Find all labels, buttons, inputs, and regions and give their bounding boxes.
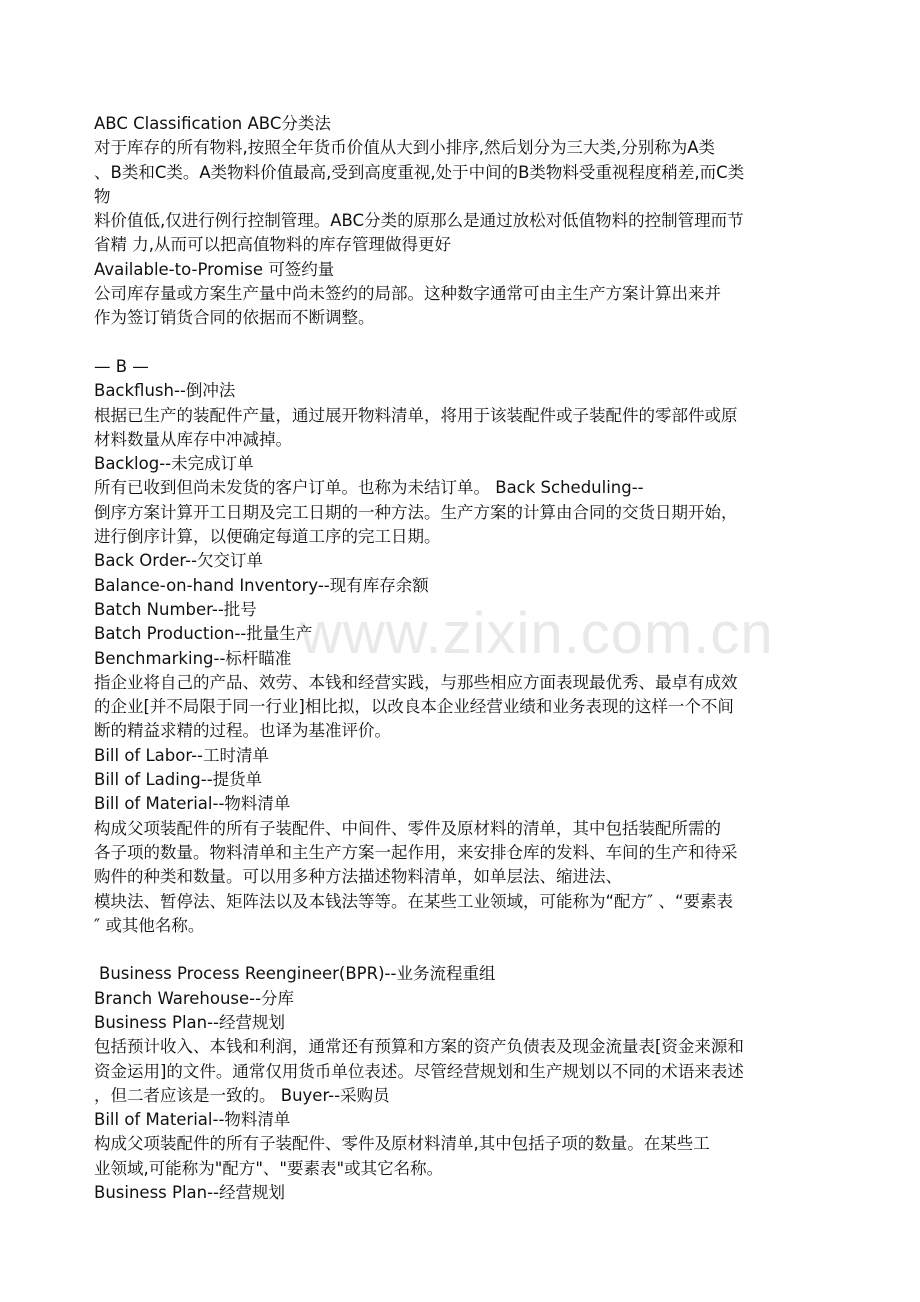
- paragraph-line: ，但二者应该是一致的。 Buyer--采购员: [94, 1085, 390, 1105]
- term-heading: Business Plan--经营规划: [94, 1183, 286, 1203]
- paragraph-line: 指企业将自己的产品、效劳、本钱和经营实践，与那些相应方面表现最优秀、最卓有成效: [94, 672, 738, 692]
- blank-line: [94, 938, 830, 962]
- term-heading: Back Order--欠交订单: [94, 551, 264, 571]
- paragraph-line: 资金运用]的文件。通常仅用货币单位表述。尽管经营规划和生产规划以不同的术语来表述: [94, 1061, 744, 1081]
- term-heading: Bill of Labor--工时清单: [94, 745, 269, 765]
- section-heading: — B —: [94, 356, 149, 376]
- paragraph-line: 物: [94, 186, 111, 206]
- paragraph-line: ″ 或其他名称。: [94, 915, 205, 935]
- term-heading: Branch Warehouse--分库: [94, 988, 295, 1008]
- term-heading: Available-to-Promise 可签约量: [94, 259, 335, 279]
- term-heading: Balance-on-hand Inventory--现有库存余额: [94, 575, 429, 595]
- watermark-text: www.zixin.com.cn: [300, 601, 774, 666]
- term-heading: Batch Number--批号: [94, 599, 257, 619]
- paragraph-line: 断的精益求精的过程。也译为基准评价。: [94, 721, 391, 741]
- paragraph-line: 料价值低,仅进行例行控制管理。ABC分类的原那么是通过放松对低值物料的控制管理而节: [94, 211, 744, 231]
- paragraph-line: 省精 力,从而可以把高值物料的库存管理做得更好: [94, 235, 451, 255]
- term-heading: Benchmarking--标杆瞄准: [94, 648, 292, 668]
- term-heading: Bill of Lading--提货单: [94, 770, 263, 790]
- paragraph-line: 各子项的数量。物料清单和主生产方案一起作用，来安排仓库的发料、车间的生产和待采: [94, 842, 738, 862]
- paragraph-line: 对于库存的所有物料,按照全年货币价值从大到小排序,然后划分为三大类,分别称为A类: [94, 138, 716, 158]
- term-heading: Business Process Reengineer(BPR)--业务流程重组: [99, 964, 496, 984]
- blank-line: [94, 331, 830, 355]
- term-heading: Backlog--未完成订单: [94, 454, 254, 474]
- paragraph-line: 、B类和C类。A类物料价值最高,受到高度重视,处于中间的B类物料受重视程度稍差,而C类: [94, 162, 745, 182]
- document-body: [94, 112, 830, 1205]
- term-heading: Batch Production--批量生产: [94, 624, 313, 644]
- paragraph-line: 根据已生产的装配件产量，通过展开物料清单，将用于该装配件或子装配件的零部件或原: [94, 405, 738, 425]
- term-heading: Bill of Material--物料清单: [94, 1110, 291, 1130]
- paragraph-line: 业领域,可能称为"配方"、"要素表"或其它名称。: [94, 1158, 444, 1178]
- paragraph-line: 构成父项装配件的所有子装配件、中间件、零件及原材料的清单，其中包括装配所需的: [94, 818, 721, 838]
- paragraph-line: 模块法、暂停法、矩阵法以及本钱法等等。在某些工业领域，可能称为“配方″ 、“要素表: [94, 891, 734, 911]
- paragraph-line: 公司库存量或方案生产量中尚未签约的局部。这种数字通常可由主生产方案计算出来并: [94, 284, 721, 304]
- paragraph-line: 材料数量从库存中冲减掉。: [94, 429, 292, 449]
- term-heading: Bill of Material--物料清单: [94, 794, 291, 814]
- paragraph-line: 所有已收到但尚未发货的客户订单。也称为未结订单。 Back Scheduling--: [94, 478, 644, 498]
- paragraph-line: 进行倒序计算，以便确定每道工序的完工日期。: [94, 527, 441, 547]
- paragraph-line: 构成父项装配件的所有子装配件、零件及原材料清单,其中包括子项的数量。在某些工: [94, 1134, 710, 1154]
- paragraph-line: 包括预计收入、本钱和利润，通常还有预算和方案的资产负债表及现金流量表[资金来源和: [94, 1037, 744, 1057]
- paragraph-line: 购件的种类和数量。可以用多种方法描述物料清单，如单层法、缩进法、: [94, 867, 622, 887]
- term-heading: Business Plan--经营规划: [94, 1012, 286, 1032]
- term-heading: ABC Classification ABC分类法: [94, 114, 331, 133]
- paragraph-line: 倒序方案计算开工日期及完工日期的一种方法。生产方案的计算由合同的交货日期开始，: [94, 502, 738, 522]
- paragraph-line: 的企业[并不局限于同一行业]相比拟，以改良本企业经营业绩和业务表现的这样一个不间: [94, 697, 734, 717]
- term-heading: Backflush--倒冲法: [94, 381, 236, 401]
- paragraph-line: 作为签订销货合同的依据而不断调整。: [94, 308, 375, 328]
